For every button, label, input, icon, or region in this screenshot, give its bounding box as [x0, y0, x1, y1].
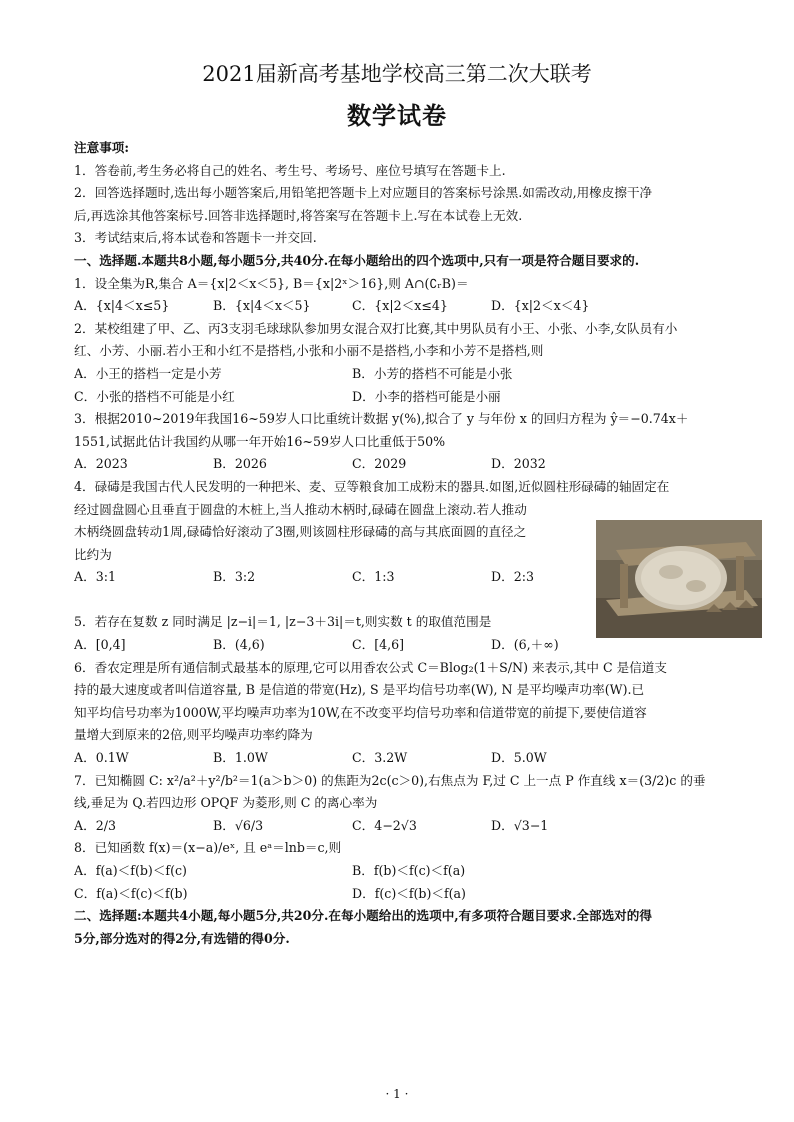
section-heading: 二、选择题:本题共4小题,每小题5分,共20分.在每小题给出的选项中,有多项符合题目要求.全部选对的得 — [74, 908, 652, 924]
option: A．{x|4＜x≤5} — [74, 298, 170, 314]
question-options — [74, 295, 724, 318]
option: D．2032 — [491, 456, 546, 472]
section-heading: 5分,部分选对的得2分,有选错的得0分. — [74, 930, 290, 946]
stone-roller-illustration — [596, 520, 762, 638]
question-stem: 7．已知椭圆 C: x²/a²＋y²/b²＝1(a＞b＞0) 的焦距为2c(c＞0),右焦点为 F,过 C 上一点 P 作直线 x＝(3/2)c 的垂 — [74, 772, 706, 788]
option: A．f(a)＜f(b)＜f(c) — [74, 863, 187, 878]
question-stem: 8．已知函数 f(x)＝(x−a)/eˣ, 且 eᵃ＝lnb＝c,则 — [74, 840, 342, 856]
option: A．2023 — [74, 456, 128, 472]
option: C．4−2√3 — [352, 817, 417, 833]
option: C．3.2W — [352, 750, 408, 766]
page-number: · 1 · — [385, 1087, 409, 1101]
question-options — [74, 386, 724, 409]
question-options — [74, 815, 724, 838]
option: C．[4,6] — [352, 637, 405, 653]
option: B．小芳的搭档不可能是小张 — [352, 365, 513, 381]
question-options — [74, 747, 724, 770]
question-options — [74, 363, 724, 386]
option: B．f(b)＜f(c)＜f(a) — [352, 863, 466, 878]
option: C．f(a)＜f(c)＜f(b) — [74, 885, 188, 901]
section-heading: 一、选择题.本题共8小题,每小题5分,共40分.在每小题给出的四个选项中,只有一项是符合题目要求的. — [74, 252, 640, 268]
option: D．(6,＋∞) — [491, 637, 559, 653]
option: D．√3−1 — [491, 817, 549, 833]
question-stem: 线,垂足为 Q.若四边形 OPQF 为菱形,则 C 的离心率为 — [74, 795, 378, 811]
option: C．{x|2＜x≤4} — [352, 298, 448, 314]
option: D．小李的搭档可能是小丽 — [352, 388, 501, 404]
notice-item: 3．考试结束后,将本试卷和答题卡一并交回. — [74, 230, 317, 246]
option: D．f(c)＜f(b)＜f(a) — [352, 885, 466, 901]
question-stem: 知平均信号功率为1000W,平均噪声功率为10W,在不改变平均信号功率和信道带宽的前提下,要使信道容 — [74, 704, 647, 720]
option: D．2:3 — [491, 569, 534, 585]
option: C．2029 — [352, 456, 407, 472]
question-stem: 2．某校组建了甲、乙、丙3支羽毛球球队参加男女混合双打比赛,其中男队员有小王、小张、小李,女队员有小 — [74, 320, 678, 336]
option: A．0.1W — [74, 750, 129, 766]
option: B．{x|4＜x＜5} — [213, 298, 311, 314]
question-stem: 1551,试据此估计我国约从哪一年开始16~59岁人口比重低于50% — [74, 433, 446, 449]
option: C．小张的搭档不可能是小红 — [74, 388, 235, 404]
exam-subject: 数学试卷 — [347, 101, 447, 130]
stone-roller-photo — [596, 520, 762, 638]
notice-heading: 注意事项: — [74, 140, 130, 155]
option: B．1.0W — [213, 750, 268, 766]
option: A．小王的搭档一定是小芳 — [74, 365, 222, 381]
option: B．(4,6) — [213, 637, 265, 653]
question-stem: 经过圆盘圆心且垂直于圆盘的木桩上,当人推动木柄时,碌碡在圆盘上滚动.若人推动 — [74, 501, 527, 517]
option: A．3:1 — [74, 569, 116, 585]
option: B．3:2 — [213, 569, 256, 585]
option: A．[0,4] — [74, 637, 126, 653]
question-stem: 红、小芳、小丽.若小王和小红不是搭档,小张和小丽不是搭档,小李和小芳不是搭档,则 — [74, 343, 544, 359]
question-stem: 5．若存在复数 z 同时满足 |z−i|＝1, |z−3＋3i|＝t,则实数 t 的取值范围是 — [74, 614, 492, 630]
exam-title: 2021届新高考基地学校高三第二次大联考 — [202, 62, 592, 86]
notice-item: 后,再选涂其他答案标号.回答非选择题时,将答案写在答题卡上.写在本试卷上无效. — [74, 207, 523, 223]
notice-item: 2．回答选择题时,选出每小题答案后,用铅笔把答题卡上对应题目的答案标号涂黑.如需改动,用橡皮擦干净 — [74, 185, 653, 201]
option: D．{x|2＜x＜4} — [491, 298, 590, 314]
question-stem: 6．香农定理是所有通信制式最基本的原理,它可以用香农公式 C＝Blog₂(1＋S/N) 来表示,其中 C 是信道支 — [74, 659, 667, 675]
question-stem: 量增大到原来的2倍,则平均噪声功率约降为 — [74, 727, 313, 743]
option: D．5.0W — [491, 750, 547, 766]
notice-item: 1．答卷前,考生务必将自己的姓名、考生号、考场号、座位号填写在答题卡上. — [74, 162, 506, 178]
question-stem: 比约为 — [74, 546, 112, 562]
question-stem: 4．碌碡是我国古代人民发明的一种把米、麦、豆等粮食加工成粉末的器具.如图,近似圆柱形碌碡的轴固定在 — [74, 478, 670, 494]
option: A．2/3 — [74, 817, 116, 833]
option: C．1:3 — [352, 569, 395, 585]
question-options — [74, 860, 724, 883]
question-stem: 持的最大速度或者叫信道容量, B 是信道的带宽(Hz), S 是平均信号功率(W), N 是平均噪声功率(W).已 — [74, 682, 645, 698]
question-stem: 1．设全集为R,集合 A＝{x|2＜x＜5}, B＝{x|2ˣ＞16},则 A∩(∁ᵣB)＝ — [74, 275, 469, 291]
question-stem: 3．根据2010~2019年我国16~59岁人口比重统计数据 y(%),拟合了 y 与年份 x 的回归方程为 ŷ＝−0.74x＋ — [74, 411, 689, 427]
question-options — [74, 453, 724, 476]
option: B．2026 — [213, 456, 267, 472]
question-options — [74, 883, 724, 906]
option: B．√6/3 — [213, 817, 264, 833]
question-stem: 木柄绕圆盘转动1周,碌碡恰好滚动了3圈,则该圆柱形碌碡的高与其底面圆的直径之 — [74, 524, 527, 540]
